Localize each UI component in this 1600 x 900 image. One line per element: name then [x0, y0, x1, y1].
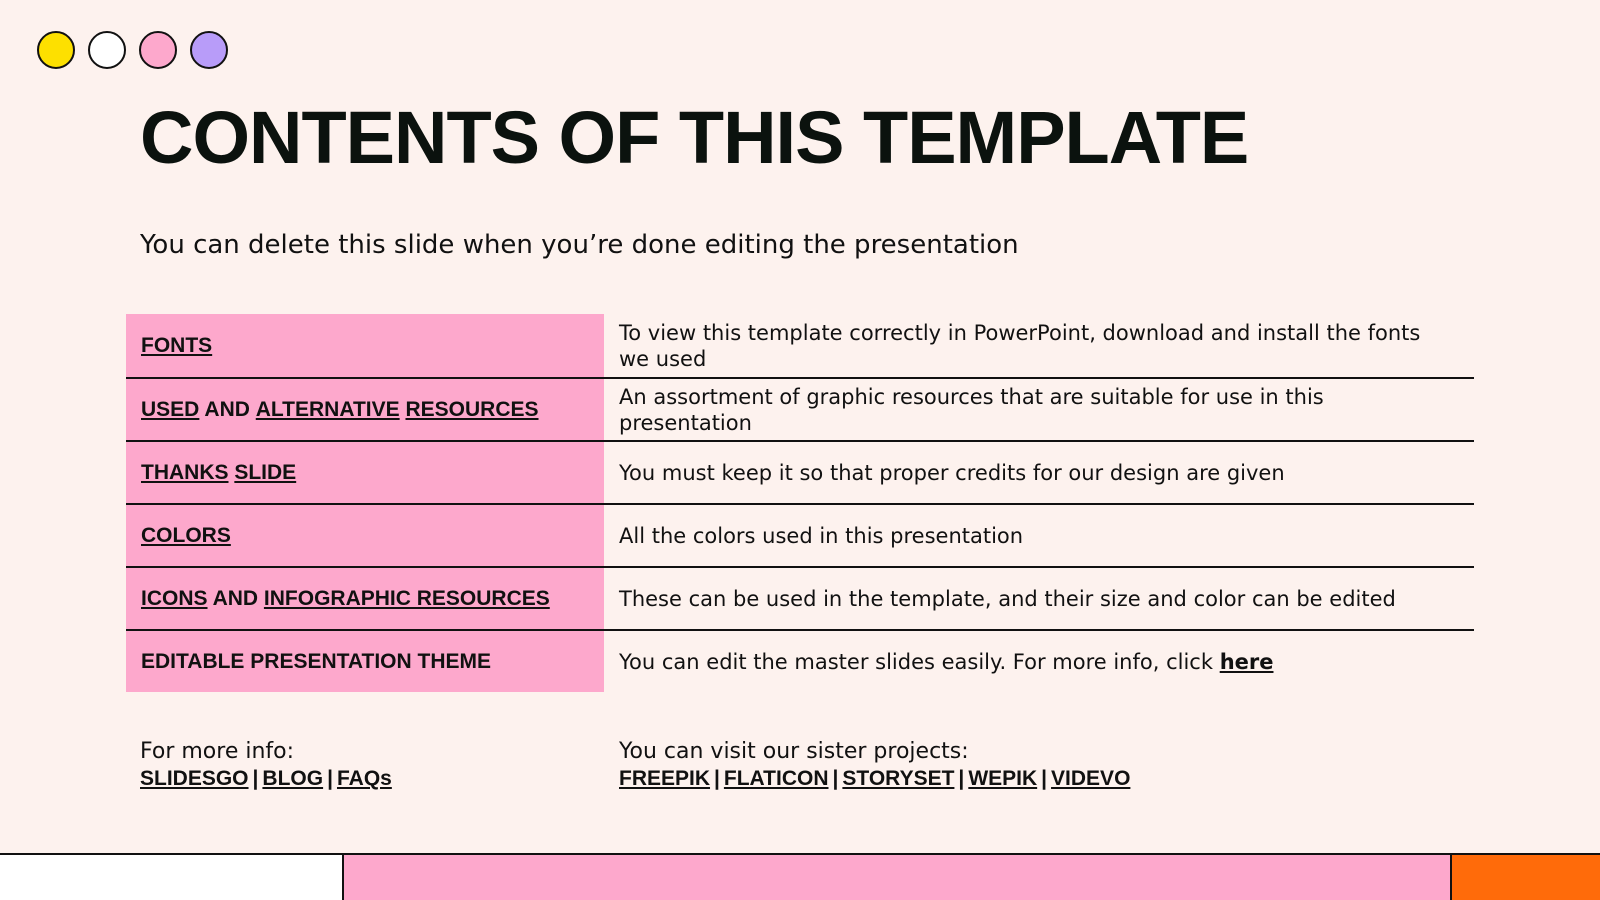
videvo-link[interactable]: VIDEVO — [1051, 767, 1131, 790]
lavender-dot — [190, 31, 228, 69]
flaticon-link[interactable]: FLATICON — [723, 767, 829, 790]
row-description: An assortment of graphic resources that are suitable for use in this presentation — [604, 377, 1474, 440]
row-label — [126, 503, 604, 566]
row-label: EDITABLE PRESENTATION THEME — [126, 629, 604, 692]
row-description: All the colors used in this presentation — [604, 503, 1474, 566]
pink-dot — [139, 31, 177, 69]
description-text: You can edit the master slides easily. For more info, click — [619, 649, 1220, 674]
colors-link[interactable]: COLORS — [141, 523, 231, 547]
wepik-link[interactable]: WEPIK — [968, 767, 1038, 790]
sister-projects-label: You can visit our sister projects: — [619, 739, 969, 764]
white-dot — [88, 31, 126, 69]
slidesgo-link[interactable]: SLIDESGO — [140, 767, 249, 790]
more-info-label: For more info: — [140, 739, 295, 764]
footer-bar-pink — [344, 853, 1452, 900]
more-info-links — [140, 765, 392, 792]
row-description — [604, 629, 1474, 692]
table-row — [126, 377, 1474, 440]
row-label — [126, 314, 604, 377]
freepik-link[interactable]: FREEPIK — [619, 767, 711, 790]
used-resources-link[interactable]: USED — [141, 397, 200, 421]
table-row — [126, 566, 1474, 629]
faqs-link[interactable]: FAQs — [336, 767, 392, 790]
label-text: AND — [199, 397, 256, 421]
row-description: You must keep it so that proper credits for our design are given — [604, 440, 1474, 503]
slide-link[interactable]: SLIDE — [234, 460, 297, 484]
contents-table — [126, 314, 1474, 692]
icons-link[interactable]: ICONS — [141, 586, 208, 610]
row-label — [126, 440, 604, 503]
yellow-dot — [37, 31, 75, 69]
color-dots — [37, 31, 228, 69]
label-text: AND — [207, 586, 264, 610]
sister-projects-block — [619, 738, 1130, 792]
row-label — [126, 377, 604, 440]
slide-title: CONTENTS OF THIS TEMPLATE — [140, 96, 1249, 179]
table-row — [126, 503, 1474, 566]
storyset-link[interactable]: STORYSET — [842, 767, 955, 790]
thanks-link[interactable]: THANKS — [141, 460, 229, 484]
separator: | — [958, 767, 965, 790]
here-link[interactable]: here — [1219, 649, 1274, 674]
slide-subtitle: You can delete this slide when you’re done editing the presentation — [140, 230, 1019, 260]
sister-projects-links — [619, 765, 1130, 792]
blog-link[interactable]: BLOG — [262, 767, 324, 790]
row-description: These can be used in the template, and their size and color can be edited — [604, 566, 1474, 629]
alternative-resources-link[interactable]: ALTERNATIVE — [255, 397, 400, 421]
separator: | — [252, 767, 259, 790]
row-label — [126, 566, 604, 629]
table-row — [126, 440, 1474, 503]
more-info-block — [140, 738, 392, 792]
separator: | — [1041, 767, 1048, 790]
footer-bar-white — [0, 853, 344, 900]
infographic-resources-link[interactable]: INFOGRAPHIC RESOURCES — [263, 586, 550, 610]
row-description: To view this template correctly in PowerPoint, download and install the fonts we used — [619, 320, 1421, 371]
separator: | — [832, 767, 839, 790]
fonts-link[interactable]: FONTS — [141, 333, 213, 357]
separator: | — [327, 767, 333, 790]
table-row — [126, 314, 1474, 377]
separator: | — [714, 767, 720, 790]
resources-link[interactable]: RESOURCES — [405, 397, 539, 421]
footer-bar-orange — [1452, 853, 1600, 900]
table-row — [126, 629, 1474, 692]
